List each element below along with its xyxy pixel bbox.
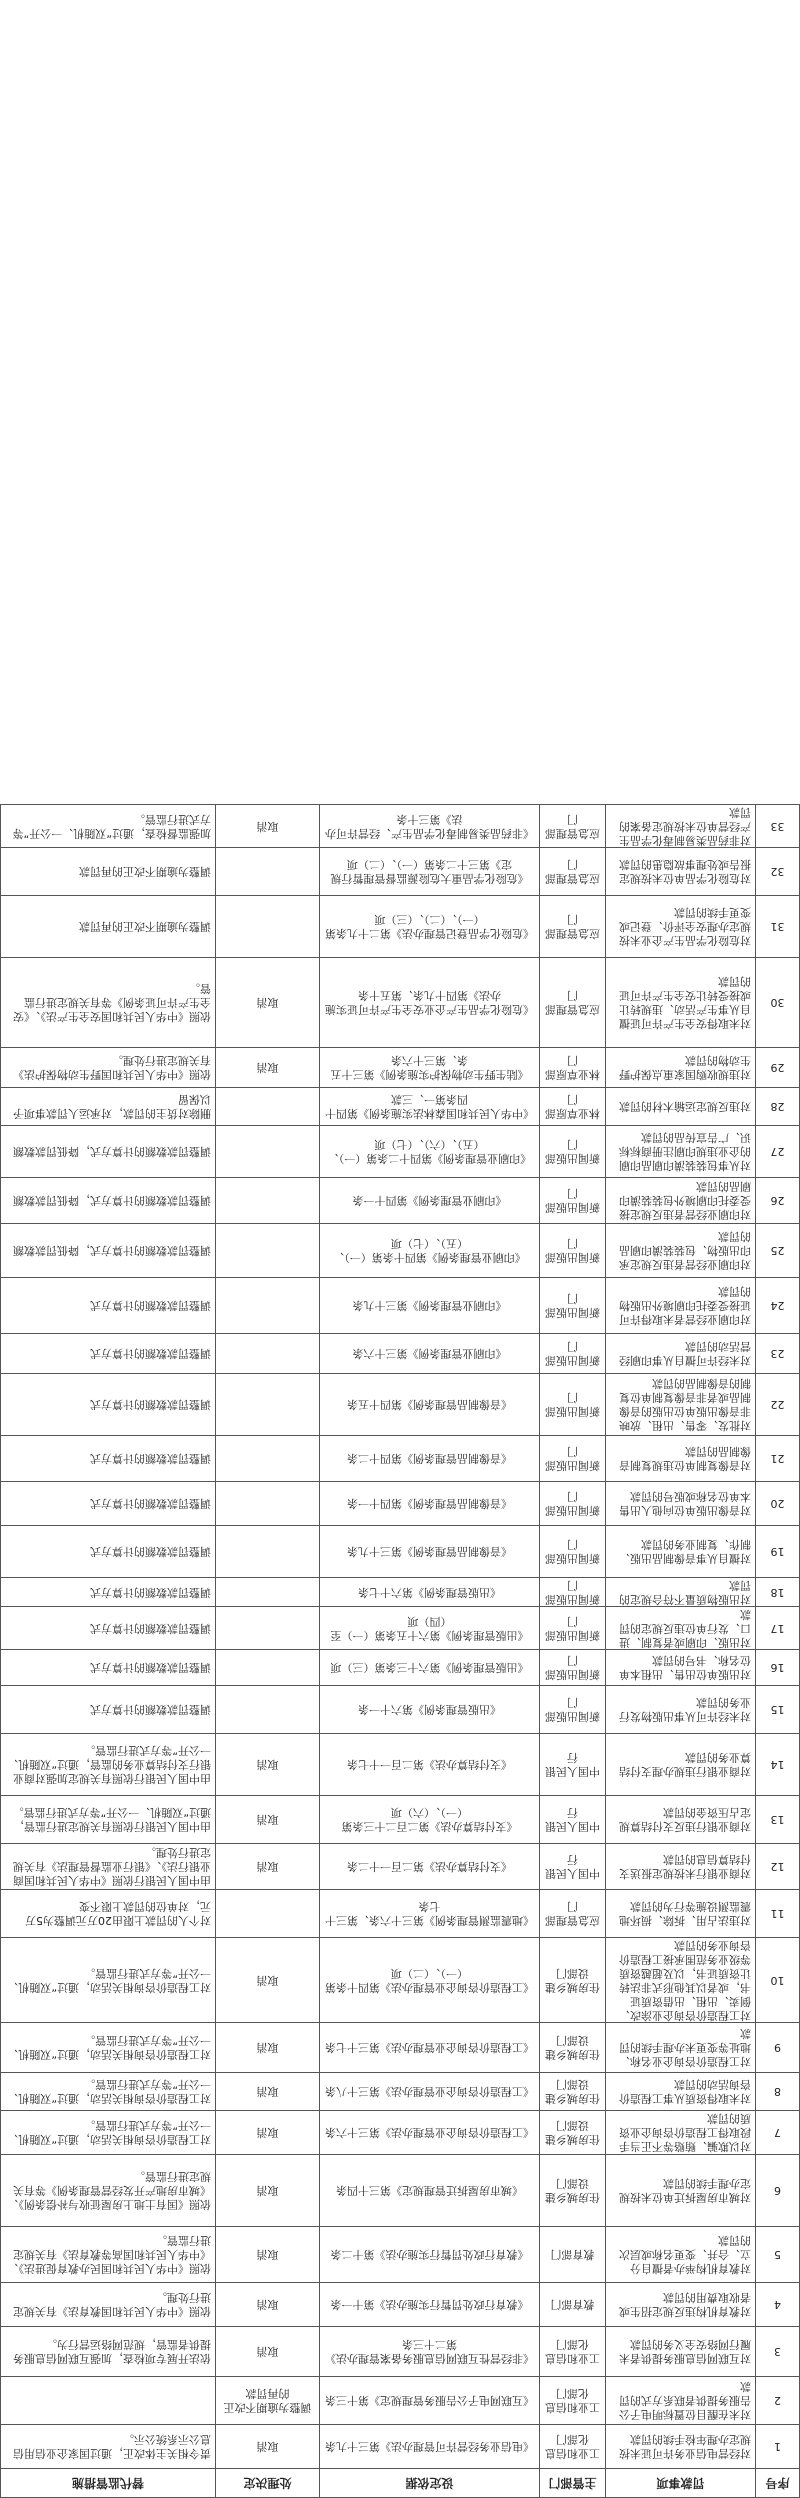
decision-cell (216, 1224, 320, 1278)
penalty-item-cell: 对商业银行违规办理支付结算业务的罚款 (606, 1734, 756, 1796)
penalty-item-cell: 对出版物质量不符合规定的罚款 (606, 1578, 756, 1607)
serial-number-cell: 18 (756, 1578, 800, 1607)
alternative-measures-cell: 对工程造价咨询相关活动，通过“双随机、一公开”等方式进行监管。 (1, 2023, 216, 2073)
table-row (1, 1938, 800, 2023)
table-row (1, 958, 800, 1048)
serial-number-cell: 19 (756, 1526, 800, 1578)
penalty-item-cell: 对以欺骗、贿赂等不正当手段取得工程造价咨询企业资质的罚款 (606, 2111, 756, 2155)
serial-number-cell: 13 (756, 1796, 800, 1844)
serial-number-cell: 33 (756, 805, 800, 848)
alternative-measures-cell: 由中国人民银行依照有关规定进行监管，通过“双随机、一公开”等方式进行监管。 (1, 1796, 216, 1844)
serial-number-cell: 14 (756, 1734, 800, 1796)
legal-basis-cell: 《印刷业管理条例》第四十二条第（一）、（五）、（六）、（七）项 (320, 1126, 540, 1178)
department-cell: 住房城乡建设部门 (540, 1938, 606, 2023)
decision-cell: 调整为逾期不改正的再罚款 (216, 2377, 320, 2425)
decision-cell: 取消 (216, 1734, 320, 1796)
header-department: 主管部门 (540, 2469, 606, 2498)
department-cell: 林业草原部门 (540, 1048, 606, 1088)
decision-cell: 取消 (216, 1938, 320, 2023)
header-serial-number: 序号 (756, 2469, 800, 2498)
legal-basis-cell: 《互联网电子公告服务管理规定》第十三条 (320, 2377, 540, 2425)
decision-cell (216, 1374, 320, 1436)
table-row (1, 2377, 800, 2425)
table-row (1, 1650, 800, 1686)
department-cell: 工业和信息化部门 (540, 2377, 606, 2425)
decision-cell: 取消 (216, 958, 320, 1048)
decision-cell (216, 1686, 320, 1734)
table-row (1, 2023, 800, 2073)
legal-basis-cell: 《音像制品管理条例》第四十二条 (320, 1436, 540, 1482)
serial-number-cell: 2 (756, 2377, 800, 2425)
legal-basis-cell: 《城市房屋拆迁管理规定》第三十四条 (320, 2155, 540, 2227)
alternative-measures-cell: 调整罚款数额的计算方式 (1, 1278, 216, 1334)
table-row (1, 1436, 800, 1482)
serial-number-cell: 3 (756, 2327, 800, 2377)
table-row (1, 1088, 800, 1126)
department-cell: 新闻出版部门 (540, 1224, 606, 1278)
table-row (1, 2155, 800, 2227)
penalty-item-cell: 对商业银行违反支付结算规定占压资金的罚款 (606, 1796, 756, 1844)
alternative-measures-cell: 调整罚款数额的计算方式 (1, 1436, 216, 1482)
table-row (1, 1796, 800, 1844)
department-cell: 新闻出版部门 (540, 1334, 606, 1374)
penalty-item-cell: 对工程造价咨询企业名称、地址等变更未办理手续的罚款 (606, 2023, 756, 2073)
decision-cell (216, 1278, 320, 1334)
penalty-item-cell: 对批发、零售、出租、放映非音像出版单位出版的音像制品或者非音像复制单位复制的音像制品的罚款 (606, 1374, 756, 1436)
table-row (1, 2073, 800, 2111)
legal-basis-cell: 《出版管理条例》第六十五条第（一）至（四）项 (320, 1607, 540, 1650)
alternative-measures-cell: 责令相关主体改正，通过国家企业信用信息公示系统公示。 (1, 2425, 216, 2469)
serial-number-cell: 30 (756, 958, 800, 1048)
alternative-measures-cell: 对工程造价咨询相关活动，通过“双随机、一公开”等方式进行监管。 (1, 2073, 216, 2111)
header-penalty-item: 罚款事项 (606, 2469, 756, 2498)
legal-basis-cell: 《地震监测管理条例》第三十六条、第三十七条 (320, 1890, 540, 1938)
penalty-item-cell: 对违规收购国家重点保护野生动物的罚款 (606, 1048, 756, 1088)
legal-basis-cell: 《出版管理条例》第六十三条第（三）项 (320, 1650, 540, 1686)
decision-cell (216, 1526, 320, 1578)
serial-number-cell: 29 (756, 1048, 800, 1088)
department-cell: 新闻出版部门 (540, 1686, 606, 1734)
alternative-measures-cell: 依照《中华人民共和国民办教育促进法》、《中华人民共和国高等教育法》有关规定进行监管。 (1, 2227, 216, 2283)
table-row (1, 1126, 800, 1178)
serial-number-cell: 1 (756, 2425, 800, 2469)
department-cell: 应急管理部门 (540, 1890, 606, 1938)
penalty-item-cell: 对未取得资质从事工程造价咨询活动的罚款 (606, 2073, 756, 2111)
penalty-item-cell: 对教育机构违反规定招生或者收取费用的罚款 (606, 2283, 756, 2327)
legal-basis-cell: 《教育行政处罚暂行实施办法》第十一条 (320, 2283, 540, 2327)
table-row (1, 1890, 800, 1938)
legal-basis-cell: 《中华人民共和国森林法实施条例》第四十四条第一、三款 (320, 1088, 540, 1126)
department-cell: 新闻出版部门 (540, 1278, 606, 1334)
serial-number-cell: 27 (756, 1126, 800, 1178)
legal-basis-cell: 《出版管理条例》第六十一条 (320, 1686, 540, 1734)
decision-cell: 取消 (216, 2073, 320, 2111)
penalty-item-cell: 对互联网信息服务提供者未履行网络安全义务的罚款 (606, 2327, 756, 2377)
table-row (1, 896, 800, 958)
department-cell: 新闻出版部门 (540, 1126, 606, 1178)
alternative-measures-cell: 调整为逾期不改正的再罚款 (1, 848, 216, 896)
penalty-item-cell: 对非药品类易制毒化学品生产经营单位未按规定备案的罚款 (606, 805, 756, 848)
legal-basis-cell: 《教育行政处罚暂行实施办法》第十二条 (320, 2227, 540, 2283)
table-row (1, 1374, 800, 1436)
table-row (1, 1048, 800, 1088)
alternative-measures-cell: 调整罚款数额的计算方式 (1, 1607, 216, 1650)
alternative-measures-cell: 依照《国有土地上房屋征收与补偿条例》、《城市房地产开发经营管理条例》等有关规定进行监管。 (1, 2155, 216, 2227)
penalty-item-cell: 对音像出版单位向他人出售本单位名称或版号的罚款 (606, 1482, 756, 1526)
decision-cell (216, 1482, 320, 1526)
department-cell: 住房城乡建设部门 (540, 2023, 606, 2073)
alternative-measures-cell: 由中国人民银行依照有关规定加强对商业银行支付结算业务的监管，通过“双随机、一公开”等方式进行监管。 (1, 1734, 216, 1796)
penalty-item-cell: 对未在醒目位置标明电子公告服务提供者联系方式的罚款 (606, 2377, 756, 2425)
department-cell: 教育部门 (540, 2227, 606, 2283)
alternative-measures-cell: 调整罚款数额的计算方式 (1, 1526, 216, 1578)
decision-cell (216, 1607, 320, 1650)
penalty-item-cell: 对工程造价咨询企业涂改、倒卖、出租、出借资质证书，或者以其他形式非法转让资质证书，以及超越资质等级业务范围承接工程造价咨询业务的罚款 (606, 1938, 756, 2023)
serial-number-cell: 6 (756, 2155, 800, 2227)
decision-cell (216, 1088, 320, 1126)
penalty-item-cell: 对商业银行未按规定报送支付结算信息的罚款 (606, 1844, 756, 1890)
table-row (1, 1844, 800, 1890)
alternative-measures-cell: 调整罚款数额的计算方式 (1, 1578, 216, 1607)
alternative-measures-cell: 加强监督检查，通过“双随机、一公开”等方式进行监管。 (1, 805, 216, 848)
legal-basis-cell: 《支付结算办法》第二百二十三条第（一）、（六）项 (320, 1796, 540, 1844)
table-row (1, 1578, 800, 1607)
decision-cell (216, 1178, 320, 1224)
decision-cell: 取消 (216, 805, 320, 848)
serial-number-cell: 15 (756, 1686, 800, 1734)
penalty-item-cell: 对出版、印刷或者复制、进口、发行单位违反规定的罚款 (606, 1607, 756, 1650)
table-row (1, 2425, 800, 2469)
alternative-measures-cell (1, 2377, 216, 2425)
department-cell: 应急管理部门 (540, 896, 606, 958)
alternative-measures-cell: 依法开展专项检查，加强互联网信息服务提供者监管，规范网络运营行为。 (1, 2327, 216, 2377)
penalty-item-cell: 对未经许可擅自从事印刷经营活动的罚款 (606, 1334, 756, 1374)
serial-number-cell: 7 (756, 2111, 800, 2155)
legal-basis-cell: 《工程造价咨询企业管理办法》第三十六条 (320, 2111, 540, 2155)
alternative-measures-cell: 调整罚款数额的计算方式，降低罚款数额 (1, 1126, 216, 1178)
decision-cell (216, 1650, 320, 1686)
legal-basis-cell: 《电信业务经营许可管理办法》第三十九条 (320, 2425, 540, 2469)
decision-cell: 取消 (216, 2023, 320, 2073)
department-cell: 住房城乡建设部门 (540, 2111, 606, 2155)
department-cell: 新闻出版部门 (540, 1374, 606, 1436)
alternative-measures-cell: 对工程造价咨询相关活动，通过“双随机、一公开”等方式进行监管。 (1, 1938, 216, 2023)
table-row (1, 2327, 800, 2377)
table-row (1, 1526, 800, 1578)
legal-basis-cell: 《印刷业管理条例》第四十一条 (320, 1178, 540, 1224)
alternative-measures-cell: 调整罚款数额的计算方式，降低罚款数额 (1, 1224, 216, 1278)
table-row (1, 1686, 800, 1734)
decision-cell: 取消 (216, 1048, 320, 1088)
table-row (1, 1278, 800, 1334)
legal-basis-cell: 《非经营性互联网信息服务备案管理办法》第二十三条 (320, 2327, 540, 2377)
legal-basis-cell: 《印刷业管理条例》第三十六条 (320, 1334, 540, 1374)
department-cell: 工业和信息化部门 (540, 2425, 606, 2469)
decision-cell: 取消 (216, 2155, 320, 2227)
alternative-measures-cell: 调整罚款数额的计算方式 (1, 1334, 216, 1374)
serial-number-cell: 21 (756, 1436, 800, 1482)
legal-basis-cell: 《危险化学品生产企业安全生产许可证实施办法》第四十九条、第五十条 (320, 958, 540, 1048)
table-row (1, 1334, 800, 1374)
alternative-measures-cell: 对工程造价咨询相关活动，通过“双随机、一公开”等方式进行监管。 (1, 2111, 216, 2155)
decision-cell: 取消 (216, 1796, 320, 1844)
decision-cell (216, 1126, 320, 1178)
serial-number-cell: 25 (756, 1224, 800, 1278)
department-cell: 住房城乡建设部门 (540, 2155, 606, 2227)
table-row (1, 805, 800, 848)
serial-number-cell: 28 (756, 1088, 800, 1126)
alternative-measures-cell: 调整罚款数额的计算方式，降低罚款数额 (1, 1178, 216, 1224)
department-cell: 新闻出版部门 (540, 1607, 606, 1650)
decision-cell (216, 1334, 320, 1374)
legal-basis-cell: 《音像制品管理条例》第四十五条 (320, 1374, 540, 1436)
decision-cell (216, 896, 320, 958)
serial-number-cell: 31 (756, 896, 800, 958)
penalty-item-cell: 对违反规定运输木材的罚款 (606, 1088, 756, 1126)
alternative-measures-cell: 依照《中华人民共和国野生动物保护法》有关规定进行处理。 (1, 1048, 216, 1088)
decision-cell: 取消 (216, 1844, 320, 1890)
alternative-measures-cell: 调整为逾期不改正的再罚款 (1, 896, 216, 958)
legal-basis-cell: 《陆生野生动物保护实施条例》第三十五条、第三十六条 (320, 1048, 540, 1088)
serial-number-cell: 4 (756, 2283, 800, 2327)
legal-basis-cell: 《支付结算办法》第二百一十七条 (320, 1734, 540, 1796)
table-row (1, 848, 800, 896)
penalty-item-cell: 对未经许可从事出版物发行业务的罚款 (606, 1686, 756, 1734)
table-row (1, 1224, 800, 1278)
legal-basis-cell: 《印刷业管理条例》第三十九条 (320, 1278, 540, 1334)
penalty-item-cell: 对经营电信业务许可证未按规定办理年检手续的罚款 (606, 2425, 756, 2469)
serial-number-cell: 8 (756, 2073, 800, 2111)
alternative-measures-cell: 调整罚款数额的计算方式 (1, 1482, 216, 1526)
serial-number-cell: 17 (756, 1607, 800, 1650)
table-row (1, 2227, 800, 2283)
table-row (1, 2111, 800, 2155)
penalty-item-cell: 对危险化学品生产企业未按规定办理安全评价、登记或变更手续的罚款 (606, 896, 756, 958)
department-cell: 工业和信息化部门 (540, 2327, 606, 2377)
decision-cell (216, 1890, 320, 1938)
serial-number-cell: 24 (756, 1278, 800, 1334)
penalty-item-cell: 对印刷业经营者违反规定接受委托印刷境外包装装潢印刷品的罚款 (606, 1178, 756, 1224)
penalty-item-cell: 对印刷业经营者未取得许可证接受委托印刷境外出版物的罚款 (606, 1278, 756, 1334)
legal-basis-cell: 《音像制品管理条例》第三十九条 (320, 1526, 540, 1578)
serial-number-cell: 11 (756, 1890, 800, 1938)
department-cell: 应急管理部门 (540, 958, 606, 1048)
decision-cell: 取消 (216, 2227, 320, 2283)
table-body (1, 805, 800, 2469)
legal-basis-cell: 《印刷业管理条例》第四十条第（一）、（五）、（七）项 (320, 1224, 540, 1278)
table-header-row (1, 2469, 800, 2498)
legal-basis-cell: 《支付结算办法》第二百一十二条 (320, 1844, 540, 1890)
table-row (1, 1607, 800, 1650)
department-cell: 新闻出版部门 (540, 1436, 606, 1482)
header-decision: 处理决定 (216, 2469, 320, 2498)
department-cell: 应急管理部门 (540, 805, 606, 848)
department-cell: 新闻出版部门 (540, 1526, 606, 1578)
penalty-item-cell: 对从事包装装潢印刷品印刷的企业违规印刷注册商标标识、广告宣传品的罚款 (606, 1126, 756, 1178)
legal-basis-cell: 《工程造价咨询企业管理办法》第三十八条 (320, 2073, 540, 2111)
decision-cell (216, 1436, 320, 1482)
alternative-measures-cell: 调整罚款数额的计算方式 (1, 1686, 216, 1734)
alternative-measures-cell: 依照《中华人民共和国安全生产法》、《安全生产许可证条例》等有关规定进行监管。 (1, 958, 216, 1048)
legal-basis-cell: 《音像制品管理条例》第四十一条 (320, 1482, 540, 1526)
department-cell: 住房城乡建设部门 (540, 2073, 606, 2111)
serial-number-cell: 26 (756, 1178, 800, 1224)
penalty-item-cell: 对教育机构举办者擅自分立、合并、变更名称或层次的罚款 (606, 2227, 756, 2283)
legal-basis-cell: 《非药品类易制毒化学品生产、经营许可办法》第三十条 (320, 805, 540, 848)
department-cell: 新闻出版部门 (540, 1578, 606, 1607)
department-cell: 林业草原部门 (540, 1088, 606, 1126)
legal-basis-cell: 《出版管理条例》第六十七条 (320, 1578, 540, 1607)
serial-number-cell: 22 (756, 1374, 800, 1436)
serial-number-cell: 10 (756, 1938, 800, 2023)
department-cell: 中国人民银行 (540, 1734, 606, 1796)
penalty-item-cell: 对印刷业经营者违反规定承印出版物、包装装潢印刷品的罚款 (606, 1224, 756, 1278)
department-cell: 教育部门 (540, 2283, 606, 2327)
decision-cell: 取消 (216, 2111, 320, 2155)
alternative-measures-cell: 调整罚款数额的计算方式 (1, 1374, 216, 1436)
decision-cell: 取消 (216, 2283, 320, 2327)
serial-number-cell: 12 (756, 1844, 800, 1890)
decision-cell: 取消 (216, 2425, 320, 2469)
legal-basis-cell: 《危险化学品登记管理办法》第二十九条第（一）、（二）、（三）项 (320, 896, 540, 958)
alternative-measures-cell: 由中国人民银行依照《中华人民共和国商业银行法》、《银行业监督管理法》有关规定进行处理。 (1, 1844, 216, 1890)
penalty-item-cell: 对出版单位出售、出租本单位名称、书号的罚款 (606, 1650, 756, 1686)
penalty-item-cell: 对擅自从事音像制品出版、制作、复制业务的罚款 (606, 1526, 756, 1578)
alternative-measures-cell: 对个人的罚款上限由20万元调整为5万元，对单位的罚款上限不变 (1, 1890, 216, 1938)
department-cell: 新闻出版部门 (540, 1482, 606, 1526)
decision-cell: 取消 (216, 2327, 320, 2377)
table-row (1, 2283, 800, 2327)
legal-basis-cell: 《危险化学品重大危险源监督管理暂行规定》第三十二条第（一）、（二）项 (320, 848, 540, 896)
table-row (1, 1734, 800, 1796)
decision-cell (216, 848, 320, 896)
serial-number-cell: 32 (756, 848, 800, 896)
penalty-item-cell: 对违法占用、拆除、损坏地震监测设施等行为的罚款 (606, 1890, 756, 1938)
legal-basis-cell: 《工程造价咨询企业管理办法》第四十条第（一）、（二）项 (320, 1938, 540, 2023)
penalty-item-cell: 对城市房屋拆迁单位未按规定办理手续的罚款 (606, 2155, 756, 2227)
penalty-item-cell: 对音像复制单位违规复制音像制品的罚款 (606, 1436, 756, 1482)
alternative-measures-cell: 调整罚款数额的计算方式 (1, 1650, 216, 1686)
alternative-measures-cell: 依照《中华人民共和国教育法》有关规定进行处理。 (1, 2283, 216, 2327)
serial-number-cell: 16 (756, 1650, 800, 1686)
department-cell: 新闻出版部门 (540, 1178, 606, 1224)
header-legal-basis: 设定依据 (320, 2469, 540, 2498)
alternative-measures-cell: 删除对货主的罚款，对承运人罚款事项予以保留 (1, 1088, 216, 1126)
department-cell: 中国人民银行 (540, 1796, 606, 1844)
serial-number-cell: 23 (756, 1334, 800, 1374)
penalty-table (0, 804, 800, 2498)
table-row (1, 1178, 800, 1224)
legal-basis-cell: 《工程造价咨询企业管理办法》第三十七条 (320, 2023, 540, 2073)
serial-number-cell: 5 (756, 2227, 800, 2283)
department-cell: 中国人民银行 (540, 1844, 606, 1890)
serial-number-cell: 9 (756, 2023, 800, 2073)
header-alternative-measures: 替代监管措施 (1, 2469, 216, 2498)
table-row (1, 1482, 800, 1526)
penalty-item-cell: 对未取得安全生产许可证擅自从事生产活动、违规转让或接受转让安全生产许可证的罚款 (606, 958, 756, 1048)
serial-number-cell: 20 (756, 1482, 800, 1526)
penalty-item-cell: 对危险化学品单位未按规定报告或处理事故隐患的罚款 (606, 848, 756, 896)
decision-cell (216, 1578, 320, 1607)
department-cell: 应急管理部门 (540, 848, 606, 896)
department-cell: 新闻出版部门 (540, 1650, 606, 1686)
